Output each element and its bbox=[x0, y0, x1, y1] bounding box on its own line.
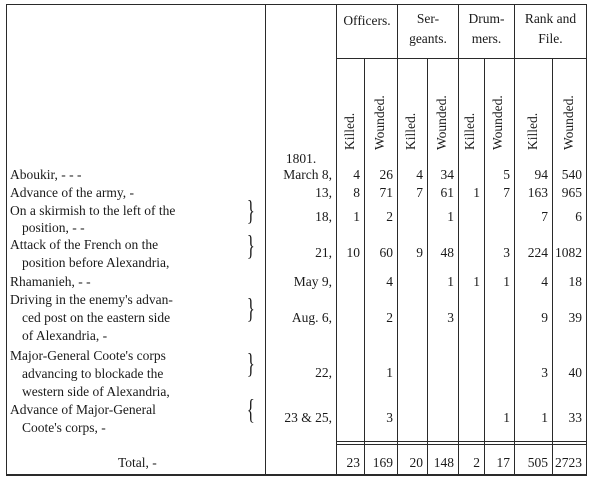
group-drummers-1: Drum- bbox=[468, 11, 505, 26]
cell-rankfile-wounded: 965 bbox=[561, 185, 582, 200]
row-description-line: Aboukir, - - - bbox=[10, 167, 82, 182]
frame-bottom bbox=[6, 474, 587, 476]
group-drummers-2: mers. bbox=[471, 31, 502, 46]
group-officers: Officers. bbox=[343, 13, 391, 28]
cell-rankfile-killed: 94 bbox=[534, 167, 548, 182]
rule-under-groups bbox=[336, 58, 586, 59]
sub-drummers-wounded: Wounded. bbox=[490, 95, 505, 150]
row-description-line: On a skirmish to the left of the bbox=[10, 203, 176, 218]
rule-after-officers bbox=[397, 4, 398, 476]
cell-rankfile-killed: 224 bbox=[527, 245, 548, 260]
cell-officers-wounded: 2 bbox=[386, 310, 393, 325]
cell-drummers-killed: 1 bbox=[473, 274, 480, 289]
sub-rankfile-wounded: Wounded. bbox=[561, 95, 576, 150]
row-description-line: Coote's corps, - bbox=[22, 420, 106, 435]
cell-officers-killed: 4 bbox=[353, 167, 360, 182]
brace-mark: } bbox=[246, 349, 255, 380]
rule-after-description bbox=[265, 4, 266, 476]
cell-rankfile-wounded: 18 bbox=[568, 274, 582, 289]
cell-rankfile-killed: 3 bbox=[541, 365, 548, 380]
frame-left bbox=[6, 4, 7, 476]
cell-officers-killed: 10 bbox=[346, 245, 360, 260]
year-heading: 1801. bbox=[285, 151, 317, 166]
rule-after-drummers bbox=[514, 4, 515, 476]
row-date: May 9, bbox=[293, 274, 332, 289]
cell-officers-wounded: 169 bbox=[372, 455, 393, 470]
cell-officers-wounded: 3 bbox=[386, 410, 393, 425]
cell-drummers-wounded: 7 bbox=[503, 185, 510, 200]
cell-officers-wounded: 71 bbox=[379, 185, 393, 200]
row-description-line: western side of Alexandria, bbox=[22, 384, 170, 399]
row-description-line: Attack of the French on the bbox=[10, 237, 159, 252]
row-date: 13, bbox=[315, 185, 332, 200]
row-date: 22, bbox=[315, 365, 332, 380]
rule-after-date bbox=[336, 4, 337, 476]
cell-rankfile-killed: 505 bbox=[527, 455, 548, 470]
row-date: March 8, bbox=[283, 167, 332, 182]
brace-mark: } bbox=[246, 196, 255, 227]
row-date: Aug. 6, bbox=[291, 310, 332, 325]
cell-sergeants-killed: 7 bbox=[416, 185, 423, 200]
cell-rankfile-killed: 9 bbox=[541, 310, 548, 325]
frame-top bbox=[6, 4, 587, 5]
cell-officers-wounded: 1 bbox=[386, 365, 393, 380]
row-date: 23 & 25, bbox=[284, 410, 332, 425]
cell-drummers-killed: 2 bbox=[473, 455, 480, 470]
cell-rankfile-wounded: 2723 bbox=[555, 455, 582, 470]
cell-officers-killed: 23 bbox=[346, 455, 360, 470]
cell-rankfile-wounded: 6 bbox=[575, 209, 582, 224]
sub-drummers-killed: Killed. bbox=[462, 112, 477, 150]
sub-officers-killed: Killed. bbox=[342, 112, 357, 150]
cell-officers-killed: 8 bbox=[353, 185, 360, 200]
cell-rankfile-wounded: 540 bbox=[561, 167, 582, 182]
sub-rankfile-killed: Killed. bbox=[525, 112, 540, 150]
brace-mark: } bbox=[246, 294, 255, 325]
cell-rankfile-killed: 1 bbox=[541, 410, 548, 425]
cell-drummers-wounded: 5 bbox=[503, 167, 510, 182]
row-description-line: Major-General Coote's corps bbox=[10, 348, 166, 363]
row-description-line: Advance of the army, - bbox=[10, 185, 134, 200]
brace-mark: { bbox=[246, 395, 255, 426]
cell-rankfile-killed: 7 bbox=[541, 209, 548, 224]
cell-sergeants-wounded: 148 bbox=[433, 455, 454, 470]
cell-sergeants-wounded: 1 bbox=[447, 209, 454, 224]
sub-officers-wounded: Wounded. bbox=[372, 95, 387, 150]
cell-drummers-wounded: 17 bbox=[496, 455, 510, 470]
cell-sergeants-killed: 9 bbox=[416, 245, 423, 260]
row-description-line: Rhamanieh, - - bbox=[10, 274, 91, 289]
rule-above-total bbox=[336, 441, 586, 442]
group-sergeants-2: geants. bbox=[409, 31, 447, 46]
rule-after-sergeants bbox=[458, 4, 459, 476]
cell-officers-wounded: 2 bbox=[386, 209, 393, 224]
row-description-line: of Alexandria, - bbox=[22, 328, 108, 343]
row-date: 21, bbox=[315, 245, 332, 260]
group-rankfile-1: Rank and bbox=[524, 11, 577, 26]
cell-sergeants-wounded: 61 bbox=[440, 185, 454, 200]
cell-officers-wounded: 60 bbox=[379, 245, 393, 260]
row-date: 18, bbox=[315, 209, 332, 224]
row-description-line: Advance of Major-General bbox=[10, 402, 156, 417]
cell-sergeants-wounded: 3 bbox=[447, 310, 454, 325]
cell-drummers-wounded: 1 bbox=[503, 274, 510, 289]
frame-right bbox=[586, 4, 587, 476]
cell-officers-killed: 1 bbox=[353, 209, 360, 224]
cell-sergeants-wounded: 34 bbox=[440, 167, 454, 182]
cell-rankfile-wounded: 33 bbox=[568, 410, 582, 425]
cell-rankfile-killed: 4 bbox=[541, 274, 548, 289]
cell-rankfile-killed: 163 bbox=[527, 185, 548, 200]
cell-drummers-wounded: 3 bbox=[503, 245, 510, 260]
cell-rankfile-wounded: 40 bbox=[568, 365, 582, 380]
cell-rankfile-wounded: 1082 bbox=[555, 245, 582, 260]
cell-sergeants-killed: 4 bbox=[416, 167, 423, 182]
cell-sergeants-wounded: 1 bbox=[447, 274, 454, 289]
row-description-line: position before Alexandria, bbox=[22, 255, 170, 270]
cell-drummers-killed: 1 bbox=[473, 185, 480, 200]
group-sergeants-1: Ser- bbox=[416, 11, 440, 26]
row-description-line: advancing to blockade the bbox=[22, 366, 164, 381]
group-rankfile-2: File. bbox=[538, 31, 563, 46]
rule-above-total-2 bbox=[336, 444, 586, 445]
cell-sergeants-wounded: 48 bbox=[440, 245, 454, 260]
cell-rankfile-wounded: 39 bbox=[568, 310, 582, 325]
cell-officers-wounded: 26 bbox=[379, 167, 393, 182]
row-description-line: ced post on the eastern side bbox=[22, 310, 171, 325]
cell-sergeants-killed: 20 bbox=[409, 455, 423, 470]
row-description-line: Driving in the enemy's advan- bbox=[10, 292, 173, 307]
sub-sergeants-wounded: Wounded. bbox=[434, 95, 449, 150]
total-label: Total, - bbox=[118, 455, 157, 470]
sub-sergeants-killed: Killed. bbox=[403, 112, 418, 150]
rule-sergeants-mid bbox=[427, 58, 428, 476]
brace-mark: } bbox=[246, 231, 255, 262]
cell-drummers-wounded: 1 bbox=[503, 410, 510, 425]
row-description-line: position, - - bbox=[22, 220, 85, 235]
cell-officers-wounded: 4 bbox=[386, 274, 393, 289]
